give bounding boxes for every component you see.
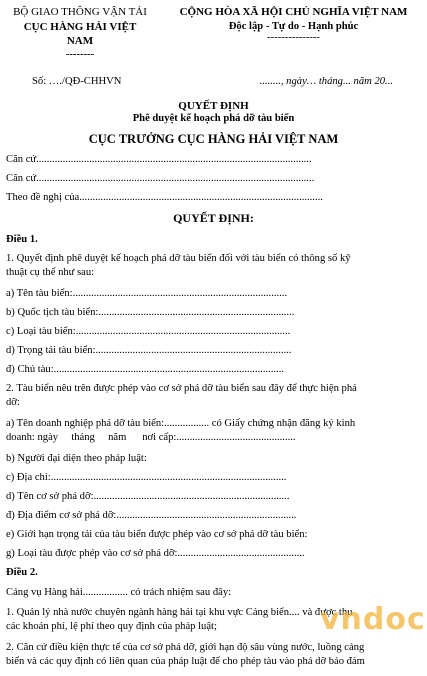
- field-allowed-ship-types: g) Loại tàu được phép vào cơ sở phá dỡ:................................................: [6, 548, 305, 559]
- article-1-item-2: [6, 382, 421, 410]
- field-scrapyard-company: [6, 417, 421, 445]
- article-2-item-2-line-2: biển và các quy định có liên quan của pháp luật để cho phép tàu vào phá dỡ bảo đảm: [6, 655, 365, 667]
- article-1-item-2-line-2: dỡ:: [6, 396, 20, 408]
- article-1-item-2-line-1: 2. Tàu biển nêu trên được phép vào cơ sở phá dỡ tàu biển sau đây để thực hiện phá: [6, 383, 357, 394]
- decision-title: QUYẾT ĐỊNH: [178, 100, 249, 112]
- agency-name-line2: NAM: [66, 35, 94, 48]
- field-legal-representative: b) Người đại diện theo pháp luật:: [6, 453, 147, 464]
- article-1-item-1-line-2: thuật cụ thể như sau:: [6, 266, 95, 278]
- field-ship-owner: đ) Chủ tàu:.......................................................................................: [6, 364, 285, 375]
- article-2-heading: Điều 2.: [6, 567, 38, 578]
- decide-heading: QUYẾT ĐỊNH:: [173, 211, 254, 225]
- national-motto: Độc lập - Tự do - Hạnh phúc: [228, 20, 359, 32]
- field-scrapyard-company-line-1: a) Tên doanh nghiệp phá dỡ tàu biển:................. có Giấy chứng nhận đăng ký kinh: [6, 418, 356, 429]
- article-1-item-1-line-1: 1. Quyết định phê duyệt kế hoạch phá dỡ tàu biển đối với tàu biển có thông số kỹ: [6, 253, 351, 264]
- decision-subject: Phê duyệt kế hoạch phá dỡ tàu biển: [132, 113, 295, 124]
- field-ship-type: c) Loại tàu biển:.................................................................................: [6, 326, 291, 337]
- country-name: CỘNG HÒA XÃ HỘI CHỦ NGHĨA VIỆT NAM: [179, 6, 408, 18]
- field-scrapyard-location: đ) Địa điểm cơ sở phá dỡ:....................................................................: [6, 510, 297, 521]
- watermark-brand-text: vndoc: [320, 602, 426, 637]
- vndoc-watermark-logo: [320, 600, 426, 650]
- article-1-item-1: [6, 252, 421, 280]
- director-title: CỤC TRƯỞNG CỤC HÀNG HẢI VIỆT NAM: [88, 132, 339, 146]
- field-tonnage-limit: e) Giới hạn trọng tải của tàu biển được phép vào cơ sở phá dỡ tàu biển:: [6, 529, 308, 540]
- field-ship-nationality: b) Quốc tịch tàu biển:..........................................................................: [6, 307, 295, 318]
- issuing-authority: [0, 5, 160, 62]
- motto-divider: ---------------: [267, 32, 320, 44]
- national-title: [160, 5, 427, 45]
- document-header: [0, 5, 427, 85]
- agency-name-line1: CỤC HÀNG HẢI VIỆT: [23, 20, 137, 33]
- article-2-intro: Cảng vụ Hàng hải................. có trách nhiệm sau đây:: [6, 587, 232, 598]
- field-scrapyard-company-line-2: doanh: ngày tháng năm nơi cấp:.............................................: [6, 431, 296, 443]
- agency-divider: --------: [65, 48, 95, 60]
- article-2-item-1-line-1: 1. Quản lý nhà nước chuyên ngành hàng hải tại khu vực Cảng biển.... và được thu: [6, 607, 353, 618]
- article-2-item-1-line-2: các khoản phí, lệ phí theo quy định của pháp luật;: [6, 620, 217, 632]
- field-scrapyard-name: d) Tên cơ sở phá dỡ:..........................................................................: [6, 491, 290, 502]
- preamble-line-3: Theo đề nghị của............................................................................................: [6, 192, 323, 203]
- field-address: c) Địa chỉ:.........................................................................................: [6, 472, 287, 483]
- decision-date: ........, ngày… tháng... năm 20...: [259, 76, 393, 87]
- ministry-name: BỘ GIAO THÔNG VẬN TẢI: [13, 6, 147, 18]
- preamble-line-2: Căn cứ.........................................................................................................: [6, 173, 315, 184]
- field-ship-name: a) Tên tàu biển:.................................................................................: [6, 288, 288, 299]
- article-2-item-2-line-1: 2. Căn cứ điều kiện thực tế của cơ sở phá dỡ, giới hạn độ sâu vùng nước, luồng cảng: [6, 642, 365, 653]
- decision-number: Số: …./QĐ-CHHVN: [32, 76, 122, 87]
- article-1-heading: Điều 1.: [6, 234, 38, 245]
- field-ship-tonnage: d) Trọng tải tàu biển:..........................................................................: [6, 345, 292, 356]
- preamble-line-1: Căn cứ........................................................................................................: [6, 154, 312, 165]
